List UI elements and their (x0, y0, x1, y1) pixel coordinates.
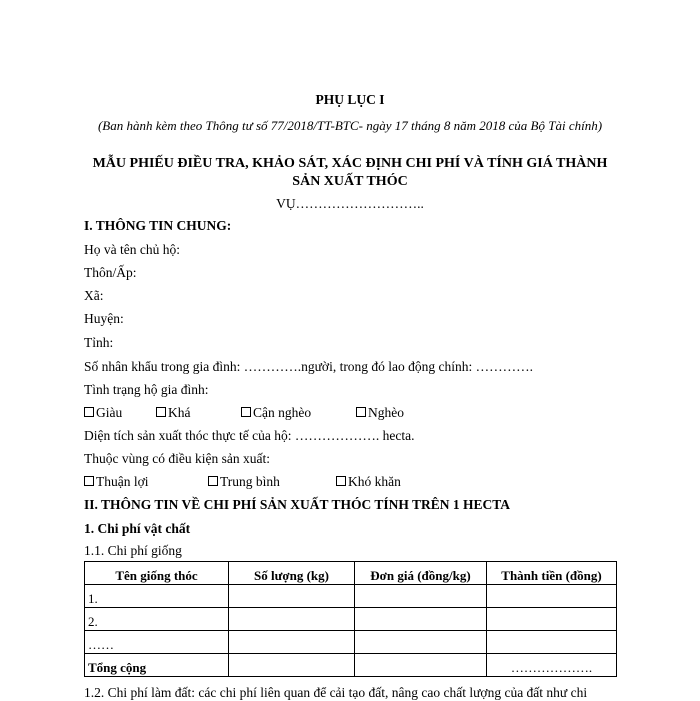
unit-price-cell[interactable] (355, 631, 487, 654)
hamlet-field: Thôn/Ấp: (84, 265, 137, 280)
condition-option-average[interactable]: Trung bình (208, 474, 280, 490)
table-row (85, 608, 617, 631)
form-title: MẪU PHIẾU ĐIỀU TRA, KHẢO SÁT, XÁC ĐỊNH CHI PHÍ VÀ TÍNH GIÁ THÀNH SẢN XUẤT THÓC (92, 156, 608, 189)
status-option-well-off[interactable]: Khá (156, 405, 191, 421)
checkbox-icon[interactable] (84, 407, 94, 417)
issued-by-note: (Ban hành kèm theo Thông tư số 77/2018/TT-BTC- ngày 17 tháng 8 năm 2018 của Bộ Tài chính) (97, 118, 603, 133)
total-quantity-cell (229, 654, 355, 677)
row-label[interactable]: 2. (85, 608, 229, 631)
total-amount-cell[interactable]: ………………. (487, 654, 617, 677)
checkbox-icon[interactable] (156, 407, 166, 417)
total-label: Tổng cộng (85, 654, 229, 677)
unit-price-cell[interactable] (355, 585, 487, 608)
unit-price-cell[interactable] (355, 608, 487, 631)
checkbox-icon[interactable] (84, 476, 94, 486)
row-label[interactable]: …… (85, 631, 229, 654)
commune-field: Xã: (84, 288, 104, 303)
province-field: Tỉnh: (84, 335, 114, 350)
production-condition-options (84, 474, 624, 492)
amount-cell[interactable] (487, 631, 617, 654)
table-header-row (85, 562, 617, 585)
checkbox-icon[interactable] (336, 476, 346, 486)
col-header-quantity: Số lượng (kg) (229, 562, 355, 585)
household-status-options (84, 405, 624, 423)
table-total-row (85, 654, 617, 677)
material-cost-heading: 1. Chi phí vật chất (84, 521, 191, 536)
seed-cost-table (84, 561, 617, 677)
season-field: VỤ……………………….. (276, 196, 424, 211)
quantity-cell[interactable] (229, 608, 355, 631)
col-header-seed-name: Tên giống thóc (85, 562, 229, 585)
seed-cost-heading: 1.1. Chi phí giống (84, 543, 182, 558)
household-head-field: Họ và tên chủ hộ: (84, 242, 180, 257)
production-condition-label: Thuộc vùng có điều kiện sản xuất: (84, 451, 270, 466)
row-label[interactable]: 1. (85, 585, 229, 608)
total-unit-price-cell (355, 654, 487, 677)
production-area-field: Diện tích sản xuất thóc thực tế của hộ: ………………. hecta. (84, 428, 415, 443)
land-preparation-cost-text: 1.2. Chi phí làm đất: các chi phí liên quan để cải tạo đất, nâng cao chất lượng của đất như chi (84, 685, 588, 700)
checkbox-icon[interactable] (356, 407, 366, 417)
amount-cell[interactable] (487, 585, 617, 608)
checkbox-icon[interactable] (241, 407, 251, 417)
status-option-near-poor[interactable]: Cận nghèo (241, 405, 311, 421)
section-1-heading: I. THÔNG TIN CHUNG: (84, 218, 232, 233)
district-field: Huyện: (84, 311, 124, 326)
status-option-rich[interactable]: Giàu (84, 405, 122, 421)
condition-option-difficult[interactable]: Khó khăn (336, 474, 401, 490)
table-row (85, 631, 617, 654)
table-row (85, 585, 617, 608)
checkbox-icon[interactable] (208, 476, 218, 486)
col-header-unit-price: Đơn giá (đồng/kg) (355, 562, 487, 585)
amount-cell[interactable] (487, 608, 617, 631)
household-status-label: Tình trạng hộ gia đình: (84, 382, 209, 397)
section-2-heading: II. THÔNG TIN VỀ CHI PHÍ SẢN XUẤT THÓC TÍNH TRÊN 1 HECTA (84, 497, 510, 512)
appendix-title: PHỤ LỤC I (315, 92, 385, 107)
col-header-amount: Thành tiền (đồng) (487, 562, 617, 585)
status-option-poor[interactable]: Nghèo (356, 405, 404, 421)
quantity-cell[interactable] (229, 585, 355, 608)
condition-option-favorable[interactable]: Thuận lợi (84, 474, 149, 490)
household-members-field: Số nhân khẩu trong gia đình: ………….người, trong đó lao động chính: …………. (84, 359, 534, 374)
quantity-cell[interactable] (229, 631, 355, 654)
